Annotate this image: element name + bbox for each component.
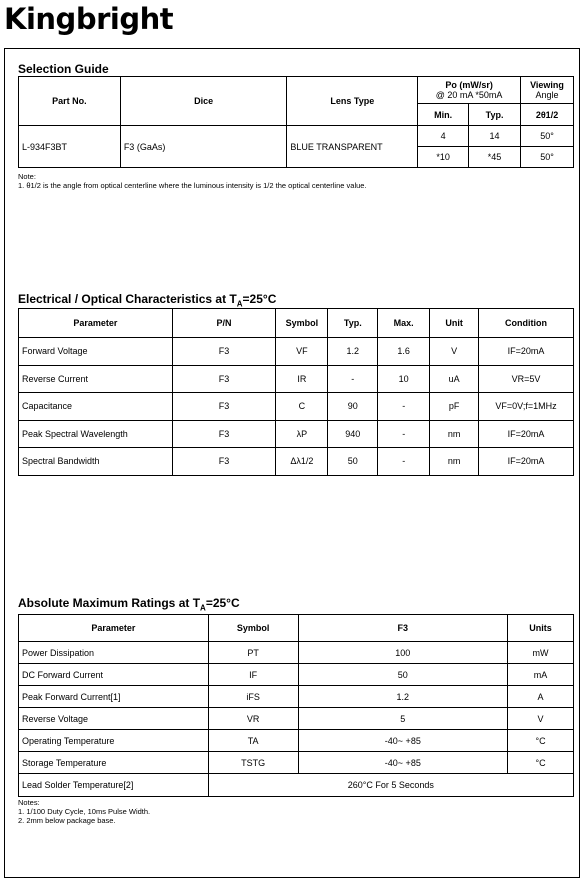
absolute-title-sub: A [200,603,206,613]
table-cell: Δλ1/2 [276,448,328,476]
note-1: 1. 1/100 Duty Cycle, 10ms Pulse Width. [18,807,151,816]
table-cell: mW [508,642,574,664]
absolute-header-cell: Symbol [208,615,298,642]
viewing-title: Viewing [530,80,564,90]
table-cell: -40~ +85 [298,730,508,752]
cell-angle-2: 50° [521,147,574,168]
table-cell: IF=20mA [479,420,574,448]
electrical-title-temp: =25°C [242,292,277,306]
cell-min-2: *10 [418,147,469,168]
table-cell: 1.6 [378,338,430,366]
table-cell: mA [508,664,574,686]
table-cell: VR=5V [479,365,574,393]
table-cell: Forward Voltage [19,338,173,366]
table-cell: V [508,708,574,730]
table-cell: -40~ +85 [298,752,508,774]
table-cell: 1.2 [298,686,508,708]
table-cell: 5 [298,708,508,730]
table-cell: Spectral Bandwidth [19,448,173,476]
selection-guide-title: Selection Guide [18,62,109,76]
table-row [19,730,574,752]
table-row [19,708,574,730]
absolute-body [19,642,574,774]
table-cell: TA [208,730,298,752]
table-cell: 90 [328,393,378,421]
table-row [19,393,574,421]
cell-dice: F3 (GaAs) [120,126,287,168]
table-cell: PT [208,642,298,664]
lead-solder-param: Lead Solder Temperature[2] [19,774,209,797]
table-cell: Operating Temperature [19,730,209,752]
absolute-table [18,614,574,797]
table-cell: 940 [328,420,378,448]
table-cell: 1.2 [328,338,378,366]
table-row [19,686,574,708]
electrical-header-row [19,309,574,338]
table-cell: °C [508,730,574,752]
note-2: 2. 2mm below package base. [18,816,116,825]
table-cell: λP [276,420,328,448]
kingbright-logo: Kingbright [4,2,174,36]
table-cell: F3 [172,420,276,448]
table-cell: °C [508,752,574,774]
electrical-header-cell: Symbol [276,309,328,338]
table-cell: Power Dissipation [19,642,209,664]
electrical-title-sub: A [236,299,243,309]
electrical-title [18,292,276,308]
electrical-header-cell: P/N [172,309,276,338]
electrical-body [19,338,574,476]
notes-label: Notes: [18,798,40,807]
header-theta: 2θ1/2 [521,104,574,126]
selection-guide-table [18,76,574,168]
table-cell: F3 [172,365,276,393]
header-dice: Dice [120,77,287,126]
table-row [19,365,574,393]
table-row [19,642,574,664]
table-cell: Reverse Voltage [19,708,209,730]
table-cell: nm [430,448,479,476]
absolute-header-cell: Parameter [19,615,209,642]
table-cell: V [430,338,479,366]
note-text: 1. θ1/2 is the angle from optical centerline where the luminous intensity is 1/2 the optical centerline value. [18,181,367,190]
electrical-table [18,308,574,476]
cell-typ-2: *45 [469,147,521,168]
table-cell: F3 [172,393,276,421]
table-cell: Capacitance [19,393,173,421]
cell-min-1: 4 [418,126,469,147]
note-label: Note: [18,172,36,181]
table-row [19,420,574,448]
header-po [418,77,521,104]
po-subtitle: @ 20 mA *50mA [435,90,503,100]
table-row [19,448,574,476]
header-min: Min. [418,104,469,126]
lead-solder-value: 260°C For 5 Seconds [208,774,573,797]
table-cell: - [378,420,430,448]
table-cell: F3 [172,448,276,476]
table-cell: TSTG [208,752,298,774]
table-cell: Peak Spectral Wavelength [19,420,173,448]
absolute-title [18,596,240,612]
electrical-header-cell: Condition [479,309,574,338]
table-cell: F3 [172,338,276,366]
table-row [19,774,574,797]
absolute-notes [18,798,150,825]
cell-part: L-934F3BT [19,126,121,168]
table-row [19,752,574,774]
header-viewing-angle [521,77,574,104]
absolute-title-text: Absolute Maximum Ratings at T [18,596,201,610]
table-cell: DC Forward Current [19,664,209,686]
electrical-header-cell: Typ. [328,309,378,338]
table-cell: 50 [298,664,508,686]
table-cell: - [328,365,378,393]
table-cell: VR [208,708,298,730]
po-title: Po (mW/sr) [445,80,493,90]
table-cell: nm [430,420,479,448]
table-row [19,338,574,366]
cell-angle-1: 50° [521,126,574,147]
table-cell: pF [430,393,479,421]
angle-subtitle: Angle [535,90,559,100]
table-row [19,664,574,686]
cell-lens: BLUE TRANSPARENT [287,126,418,168]
table-cell: 50 [328,448,378,476]
table-cell: - [378,448,430,476]
table-cell: IF=20mA [479,338,574,366]
header-lens-type: Lens Type [287,77,418,126]
electrical-title-text: Electrical / Optical Characteristics at T [18,292,237,306]
table-cell: Peak Forward Current[1] [19,686,209,708]
table-cell: A [508,686,574,708]
absolute-header-cell: Units [508,615,574,642]
table-cell: VF=0V;f=1MHz [479,393,574,421]
table-cell: - [378,393,430,421]
table-cell: iFS [208,686,298,708]
absolute-header-cell: F3 [298,615,508,642]
table-cell: Storage Temperature [19,752,209,774]
table-cell: Reverse Current [19,365,173,393]
selection-note [18,172,367,190]
table-cell: C [276,393,328,421]
table-cell: IF=20mA [479,448,574,476]
header-part-no: Part No. [19,77,121,126]
table-cell: uA [430,365,479,393]
table-cell: VF [276,338,328,366]
cell-typ-1: 14 [469,126,521,147]
header-typ: Typ. [469,104,521,126]
electrical-header-cell: Unit [430,309,479,338]
absolute-header-row [19,615,574,642]
table-cell: IF [208,664,298,686]
table-cell: 100 [298,642,508,664]
table-cell: 10 [378,365,430,393]
absolute-title-temp: =25°C [205,596,240,610]
electrical-header-cell: Max. [378,309,430,338]
table-cell: IR [276,365,328,393]
electrical-header-cell: Parameter [19,309,173,338]
